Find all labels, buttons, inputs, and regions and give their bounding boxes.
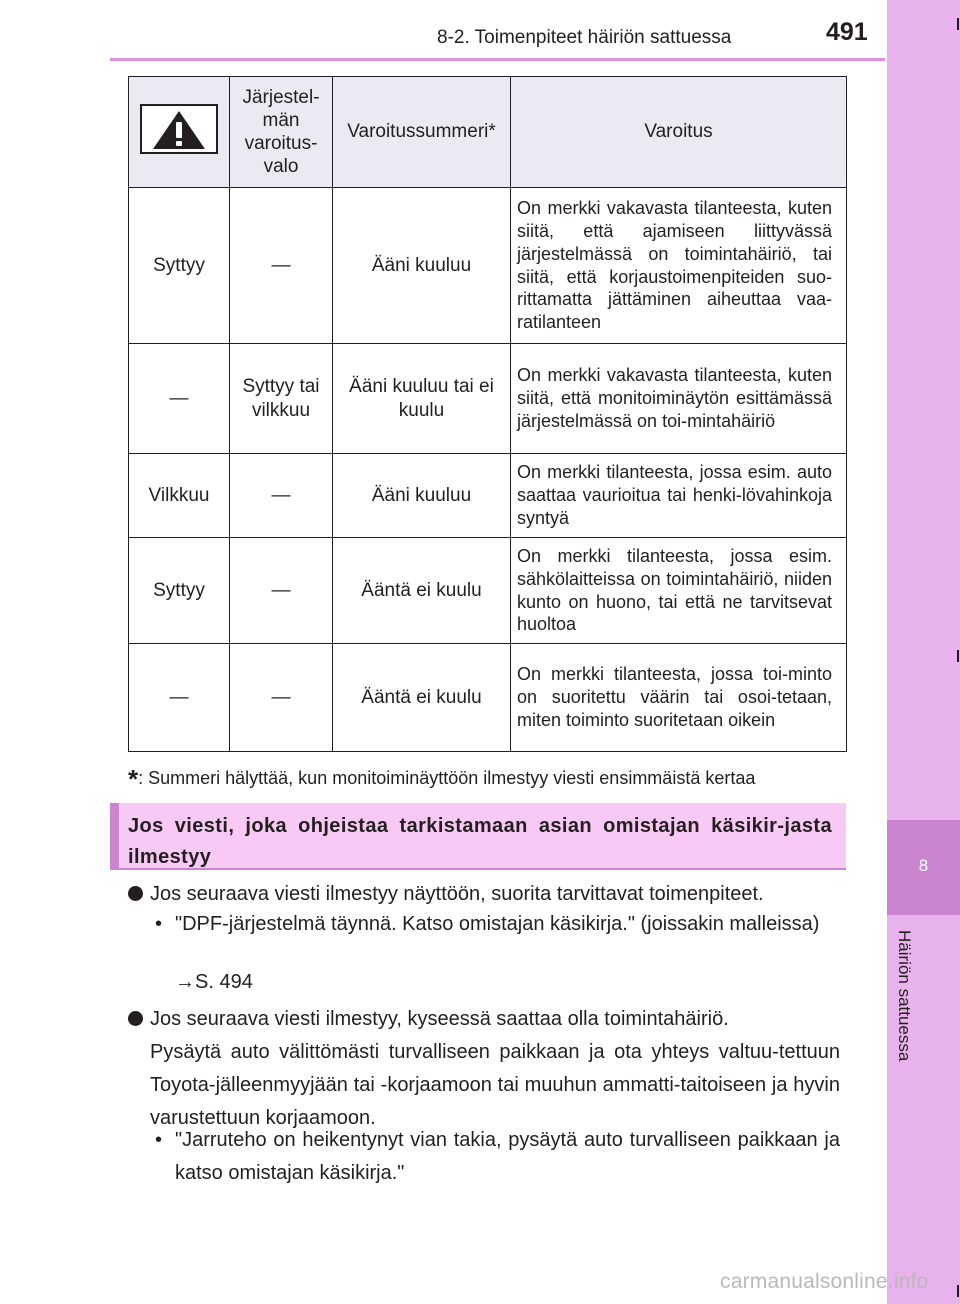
table-row: [129, 344, 847, 454]
table-row: [129, 188, 847, 344]
page-header: [0, 0, 885, 60]
header-warning: Varoitus: [511, 77, 847, 188]
table-row: [129, 454, 847, 538]
cell-master: —: [129, 644, 230, 752]
cell-buzzer: Ääntä ei kuulu: [333, 538, 511, 644]
header-icon-cell: [129, 77, 230, 188]
section-heading: [110, 803, 846, 870]
cell-system: Syttyy tai vilkkuu: [230, 344, 333, 454]
cell-buzzer: Ääni kuuluu: [333, 454, 511, 538]
footnote-mark: *: [128, 764, 139, 794]
chapter-tab: [887, 0, 960, 1304]
cell-system: —: [230, 644, 333, 752]
chapter-label-text: Häiriön sattuessa: [895, 930, 914, 1062]
cell-master: Syttyy: [129, 538, 230, 644]
cell-buzzer: Ääntä ei kuulu: [333, 644, 511, 752]
cell-warning: On merkki vakavasta tilanteesta, kuten siitä, että ajamiseen liittyvässä järjestelmässä on toimintahäiriö, tai siitä, että korjaustoimenpiteiden suo-rittamatta jättäminen aiheuttaa vaa-ratilanteen: [511, 188, 847, 344]
cell-buzzer: Ääni kuuluu tai ei kuulu: [333, 344, 511, 454]
sub-list-item: [155, 1124, 840, 1190]
chapter-number: 8: [918, 856, 929, 875]
bullet-text: Jos seuraava viesti ilmestyy näyttöön, suorita tarvittavat toimenpiteet.: [150, 883, 764, 905]
table-header-row: [129, 77, 847, 188]
page-number: 491: [826, 18, 868, 46]
crop-mark: [957, 650, 959, 662]
cell-master: Vilkkuu: [129, 454, 230, 538]
cell-warning: On merkki vakavasta tilanteesta, kuten siitä, että monitoiminäytön esittämässä järjestelmässä on toi-mintahäiriö: [511, 344, 847, 454]
page-reference-link[interactable]: →S. 494: [175, 971, 253, 993]
warning-triangle-icon: [140, 104, 218, 154]
table-row: [129, 644, 847, 752]
cell-system: —: [230, 188, 333, 344]
cell-master: Syttyy: [129, 188, 230, 344]
cell-system: —: [230, 454, 333, 538]
table-footnote: [128, 760, 756, 794]
sub-item-text: "DPF-järjestelmä täynnä. Katso omistajan käsikirja." (joissakin malleissa): [175, 913, 820, 935]
cell-warning: On merkki tilanteesta, jossa toi-minto on suoritettu väärin tai osoi-tetaan, miten toiminto suoritetaan oikein: [511, 644, 847, 752]
watermark: carmanualsonline.info: [720, 1270, 929, 1293]
footnote-text: : Summeri hälyttää, kun monitoiminäyttöön ilmestyy viesti ensimmäistä kertaa: [138, 768, 756, 788]
cell-warning: On merkki tilanteesta, jossa esim. auto saattaa vaurioitua tai henki-lövahinkoja syntyä: [511, 454, 847, 538]
cell-system: —: [230, 538, 333, 644]
sub-list-item: [155, 908, 840, 941]
section-heading-text: Jos viesti, joka ohjeistaa tarkistamaan asian omistajan käsikir-jasta ilmestyy: [128, 815, 832, 868]
list-item: [128, 879, 840, 909]
section-title: 8-2. Toimenpiteet häiriön sattuessa: [437, 27, 732, 48]
header-buzzer: Varoitussummeri*: [333, 77, 511, 188]
bullet-text: Jos seuraava viesti ilmestyy, kyseessä saattaa olla toimintahäiriö.: [150, 1008, 729, 1030]
warning-table: [128, 76, 847, 752]
bullet-dot: [128, 1011, 143, 1026]
cell-master: —: [129, 344, 230, 454]
header-rule: [110, 58, 885, 61]
cell-buzzer: Ääni kuuluu: [333, 188, 511, 344]
sub-bullet: •: [155, 1129, 163, 1151]
chapter-label: [892, 930, 922, 1090]
bullet-dot: [128, 886, 143, 901]
header-system-light: Järjestel-män varoitus-valo: [230, 77, 333, 188]
crop-mark: [957, 1285, 959, 1297]
cell-warning: On merkki tilanteesta, jossa esim. sähkölaitteissa on toimintahäiriö, niiden kunto on huono, tai että ne tarvitsevat huoltoa: [511, 538, 847, 644]
sub-bullet: •: [155, 913, 163, 935]
sub-item-text: "Jarruteho on heikentynyt vian takia, pysäytä auto turvalliseen paikkaan ja katso omistajan käsikirja.": [175, 1129, 840, 1184]
table-row: [129, 538, 847, 644]
list-item: [128, 1004, 840, 1034]
instruction-paragraph: Pysäytä auto välittömästi turvalliseen paikkaan ja ota yhteys valtuu-tettuun Toyota-jälleenmyyjään tai -korjaamoon tai muuhun ammatti-taitoiseen ja hyvin varustettuun korjaamoon.: [150, 1041, 840, 1129]
crop-mark: [957, 18, 959, 30]
